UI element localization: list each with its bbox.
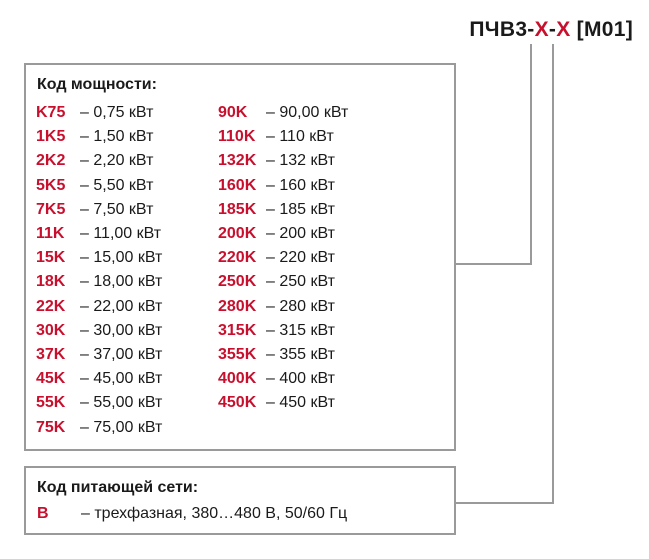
power-code-row <box>218 367 348 391</box>
power-code-description: – 22,00 кВт <box>80 297 163 315</box>
network-connector-line <box>456 44 553 503</box>
power-code-description: – 160 кВт <box>266 176 335 194</box>
network-code-description: – трехфазная, 380…480 В, 50/60 Гц <box>81 505 348 522</box>
power-code-description: – 200 кВт <box>266 225 335 243</box>
power-code-row <box>218 319 348 343</box>
power-code-row <box>36 198 162 222</box>
power-code-column-2 <box>218 101 348 415</box>
power-code-row <box>36 125 162 149</box>
power-code: 18K <box>36 273 66 291</box>
power-code: 132K <box>218 152 257 170</box>
power-code-row <box>36 149 162 173</box>
power-code-description: – 75,00 кВт <box>80 418 163 436</box>
power-code-description: – 5,50 кВт <box>80 176 154 194</box>
power-code-description: – 90,00 кВт <box>266 104 349 122</box>
power-code-description: – 7,50 кВт <box>80 200 154 218</box>
power-code-row <box>218 343 348 367</box>
model-separator: - <box>548 18 557 41</box>
power-code-description: – 18,00 кВт <box>80 273 163 291</box>
power-code-title: Код мощности: <box>37 76 157 93</box>
power-code: 450K <box>218 394 257 412</box>
power-code: 315K <box>218 321 257 339</box>
power-code-column-1 <box>36 101 162 440</box>
power-code-description: – 355 кВт <box>266 345 335 363</box>
power-code-row <box>36 270 162 294</box>
power-code-description: – 185 кВт <box>266 200 335 218</box>
power-code-row <box>218 270 348 294</box>
power-code-description: – 2,20 кВт <box>80 152 154 170</box>
power-code: 37K <box>36 345 66 363</box>
power-code-description: – 250 кВт <box>266 273 335 291</box>
power-code-row <box>218 222 348 246</box>
network-code-box <box>24 466 456 535</box>
power-code-row <box>36 391 162 415</box>
power-code: 220K <box>218 249 257 267</box>
power-code: 355K <box>218 345 257 363</box>
power-code: 250K <box>218 273 257 291</box>
power-code-row <box>36 367 162 391</box>
network-code-row <box>37 505 347 523</box>
power-code-description: – 45,00 кВт <box>80 370 163 388</box>
power-code: 45K <box>36 370 66 388</box>
power-code: 400K <box>218 370 257 388</box>
power-code-row <box>36 319 162 343</box>
power-code: K75 <box>36 104 66 122</box>
power-code: 2K2 <box>36 152 66 170</box>
power-code: 7K5 <box>36 200 66 218</box>
power-code-description: – 280 кВт <box>266 297 335 315</box>
power-code-row <box>36 174 162 198</box>
power-code-row <box>36 222 162 246</box>
power-code: 1K5 <box>36 128 66 146</box>
power-code-box <box>24 63 456 451</box>
power-code-description: – 315 кВт <box>266 321 335 339</box>
power-code-description: – 110 кВт <box>266 128 334 146</box>
power-connector-line <box>456 44 531 264</box>
power-code: 90K <box>218 104 248 122</box>
power-code: 55K <box>36 394 66 412</box>
power-code-row <box>36 101 162 125</box>
power-code: 200K <box>218 225 257 243</box>
network-code-title: Код питающей сети: <box>37 479 199 496</box>
power-code: 11K <box>36 225 65 243</box>
power-code-description: – 1,50 кВт <box>80 128 154 146</box>
power-code: 75K <box>36 418 66 436</box>
power-code-row <box>218 174 348 198</box>
power-code: 22K <box>36 297 66 315</box>
network-code: B <box>37 505 49 522</box>
power-code-description: – 400 кВт <box>266 370 335 388</box>
power-code-row <box>218 246 348 270</box>
power-code: 160K <box>218 176 257 194</box>
power-code-description: – 55,00 кВт <box>80 394 163 412</box>
power-code: 110K <box>218 128 256 146</box>
power-code-row <box>218 125 348 149</box>
power-code: 15K <box>36 249 66 267</box>
power-code-description: – 37,00 кВт <box>80 345 163 363</box>
power-code: 280K <box>218 297 257 315</box>
power-code-row <box>36 246 162 270</box>
power-code-row <box>218 149 348 173</box>
power-code-row <box>36 343 162 367</box>
power-code: 185K <box>218 200 257 218</box>
power-code-description: – 220 кВт <box>266 249 335 267</box>
power-code-row <box>36 295 162 319</box>
power-code-row <box>218 295 348 319</box>
power-code-row <box>36 415 162 439</box>
power-code: 5K5 <box>36 176 66 194</box>
power-code: 30K <box>36 321 66 339</box>
power-code-description: – 11,00 кВт <box>80 225 162 243</box>
power-code-description: – 30,00 кВт <box>80 321 163 339</box>
power-code-description: – 132 кВт <box>266 152 335 170</box>
model-network-placeholder: X <box>556 18 571 41</box>
model-suffix: [M01] <box>570 18 633 41</box>
power-code-description: – 0,75 кВт <box>80 104 154 122</box>
power-code-row <box>218 101 348 125</box>
power-code-row <box>218 198 348 222</box>
model-power-placeholder: X <box>534 18 549 41</box>
power-code-description: – 15,00 кВт <box>80 249 163 267</box>
power-code-description: – 450 кВт <box>266 394 335 412</box>
power-code-row <box>218 391 348 415</box>
model-prefix: ПЧВ3- <box>469 18 535 41</box>
